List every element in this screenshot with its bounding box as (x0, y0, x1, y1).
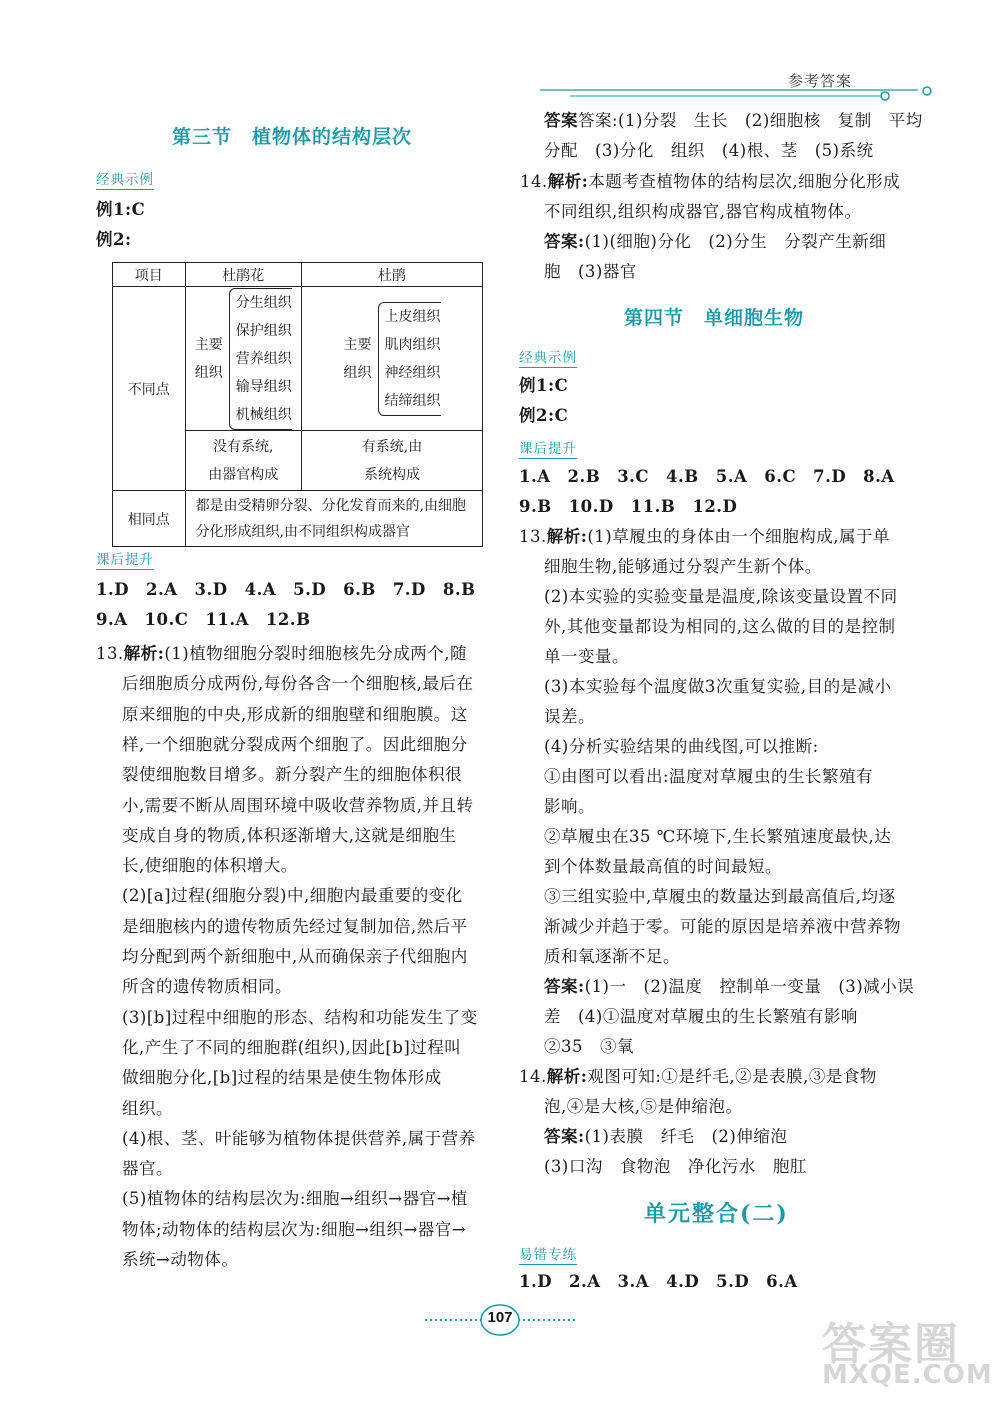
answer-row-2: 9.A 10.C 11.A 12.B (96, 610, 311, 629)
analysis-text: 外,其他变量都设为相同的,这么做的目的是控制 (544, 617, 896, 636)
table-header-item: 项目 (113, 263, 186, 287)
animal-tissue-cell (302, 287, 483, 431)
comparison-table (112, 262, 483, 547)
analysis-label: 解析: (546, 1067, 588, 1086)
plant-system-text: 没有系统, (213, 438, 274, 455)
analysis-text: ①由图可以看出:温度对草履虫的生长繁殖有 (544, 767, 874, 786)
answer-line: ②35 ③氧 (544, 1037, 634, 1056)
list-item: 保护组织 (235, 322, 292, 339)
tag-examples: 经典示例 (96, 168, 154, 190)
example-1: 例1:C (519, 376, 569, 395)
analysis-text: 长,使细胞的体积增大。 (122, 856, 298, 876)
analysis-text: 小,需要不断从周围环境中吸收营养物质,并且转 (122, 795, 474, 815)
analysis-text: 裂使细胞数目增多。新分裂产生的细胞体积很 (122, 765, 462, 785)
tag-easy-mistakes: 易错专练 (519, 1243, 577, 1265)
analysis-text: 本题考查植物体的结构层次,细胞分化形成 (588, 172, 901, 191)
answer-row-1: 1.A 2.B 3.C 4.B 5.A 6.C 7.D 8.A (519, 467, 895, 486)
analysis-text: 均分配到两个新细胞中,从而确保亲子代细胞内 (122, 947, 468, 966)
analysis-text: 化,产生了不同的细胞群(组织),因此[b]过程叫 (122, 1037, 462, 1057)
same-cell (185, 491, 482, 547)
analysis-text: 所含的遗传物质相同。 (122, 977, 292, 997)
analysis-text: 样,一个细胞就分裂成两个细胞了。因此细胞分 (122, 734, 468, 754)
header-decoration (540, 86, 940, 102)
unit-title: 单元整合(二) (644, 1201, 789, 1227)
plant-tissue-list (229, 288, 292, 430)
analysis-text: (2)本实验的实验变量是温度,除该变量设置不同 (544, 587, 898, 606)
analysis-text: 做细胞分化,[b]过程的结果是使生物体形成 (122, 1068, 442, 1088)
answer-line: (3)口沟 食物泡 净化污水 胞肛 (544, 1157, 807, 1176)
answer-line: 答案:(1)(细胞)分化 (2)分生 分裂产生新细 (544, 232, 887, 251)
answer-line: 胞 (3)器官 (544, 262, 637, 281)
analysis-text: 组织。 (122, 1098, 173, 1118)
list-item: 结缔组织 (384, 392, 441, 409)
answer-line: 差 (4)①温度对草履虫的生长繁殖有影响 (544, 1007, 858, 1026)
analysis-text: 变成自身的物质,体积逐渐增大,这就是细胞生 (122, 825, 457, 845)
watermark-logo: 答案圈 (822, 1319, 960, 1370)
question-13 (519, 527, 890, 547)
list-item: 分生组织 (235, 294, 292, 311)
main-tissue-label: 主要 (194, 336, 223, 353)
example-2: 例2: (96, 230, 132, 249)
table-header-animal: 杜鹃 (302, 263, 483, 287)
analysis-label: 解析: (546, 527, 588, 546)
animal-system-text: 有系统,由 (361, 438, 423, 455)
answer-line: 分配 (3)分化 组织 (4)根、茎 (5)系统 (544, 141, 874, 160)
list-item: 输导组织 (235, 378, 292, 395)
analysis-text: 器官。 (122, 1159, 173, 1179)
analysis-text: 误差。 (544, 707, 595, 726)
table-header-plant: 杜鹃花 (185, 263, 301, 287)
analysis-text: (3)[b]过程中细胞的形态、结构和功能发生了变 (122, 1007, 478, 1027)
analysis-text: 系统→动物体。 (122, 1250, 239, 1269)
analysis-text: 单一变量。 (544, 647, 629, 666)
analysis-text: (1)草履虫的身体由一个细胞构成,属于单 (587, 527, 890, 546)
question-13 (96, 644, 467, 664)
tag-after-class: 课后提升 (519, 437, 577, 459)
analysis-text: (3)本实验每个温度做3次重复实验,目的是减小 (544, 677, 892, 696)
analysis-label: 解析: (123, 644, 165, 663)
analysis-text: 观图可知:①是纤毛,②是表膜,③是食物 (587, 1067, 877, 1086)
animal-system-cell (302, 431, 483, 491)
analysis-text: 影响。 (544, 797, 595, 816)
main-tissue-label: 组织 (343, 364, 372, 381)
answer-line: 答案:(1)一 (2)温度 控制单一变量 (3)减小误 (544, 977, 915, 996)
list-item: 机械组织 (235, 406, 292, 423)
diff-label: 不同点 (113, 287, 186, 491)
plant-system-cell (185, 431, 301, 491)
answer-row-2: 9.B 10.D 11.B 12.D (519, 497, 738, 516)
analysis-text: 物体;动物体的结构层次为:细胞→组织→器官→ (122, 1219, 467, 1239)
tag-examples: 经典示例 (519, 346, 577, 368)
same-text: 分化形成组织,由不同组织构成器官 (195, 523, 411, 540)
same-text: 都是由受精卵分裂、分化发育而来的,由细胞 (195, 497, 467, 514)
answer-row-1: 1.D 2.A 3.D 4.A 5.D 6.B 7.D 8.B (96, 580, 476, 599)
animal-tissue-list (378, 302, 441, 416)
same-label: 相同点 (113, 491, 186, 547)
watermark-url: MXQE.COM (822, 1360, 993, 1390)
main-tissue-label: 组织 (194, 364, 223, 381)
plant-tissue-cell (185, 287, 301, 431)
analysis-text: 质和氧逐渐不足。 (544, 947, 680, 966)
header-label: 参考答案 (788, 72, 853, 90)
analysis-text: 到个体数量最高值的时间最短。 (544, 857, 782, 876)
main-tissue-label: 主要 (343, 336, 372, 353)
analysis-text: (4)分析实验结果的曲线图,可以推断: (544, 737, 819, 756)
analysis-text: 泡,④是大核,⑤是伸缩泡。 (544, 1097, 743, 1116)
list-item: 肌肉组织 (384, 336, 441, 353)
analysis-label: 解析: (547, 172, 589, 191)
analysis-text: 后细胞质分成两份,每份各含一个细胞核,最后在 (122, 674, 474, 694)
answer-line: 答案答案:(1)分裂 生长 (2)细胞核 复制 平均 (544, 111, 923, 130)
analysis-text: 渐减少并趋于零。可能的原因是培养液中营养物 (544, 917, 901, 936)
list-item: 营养组织 (235, 350, 292, 367)
answer-line: 答案:(1)表膜 纤毛 (2)伸缩泡 (544, 1127, 788, 1146)
page-number: 107 (487, 1309, 513, 1326)
analysis-text: (1)植物细胞分裂时细胞核先分成两个,随 (164, 644, 467, 663)
analysis-text: (2)[a]过程(细胞分裂)中,细胞内最重要的变化 (122, 886, 463, 906)
question-number: 14. (519, 1067, 547, 1086)
analysis-text: ③三组实验中,草履虫的数量达到最高值后,均逐 (544, 887, 896, 906)
section4-title: 第四节 单细胞生物 (624, 307, 805, 329)
example-1: 例1:C (96, 200, 146, 219)
list-item: 神经组织 (384, 364, 441, 381)
question-number: 14. (520, 172, 548, 191)
question-number: 13. (96, 644, 124, 663)
tag-after-class: 课后提升 (96, 548, 154, 570)
example-2: 例2:C (519, 406, 569, 425)
list-item: 上皮组织 (384, 308, 441, 325)
analysis-text: 不同组织,组织构成器官,器官构成植物体。 (544, 202, 862, 221)
easy-answers: 1.D 2.A 3.A 4.D 5.D 6.A (519, 1272, 798, 1291)
analysis-text: ②草履虫在35 ℃环境下,生长繁殖速度最快,达 (544, 827, 892, 846)
question-14 (520, 172, 900, 192)
answer-text: 答案:(1)分裂 生长 (2)细胞核 复制 平均 (578, 111, 923, 130)
analysis-text: (5)植物体的结构层次为:细胞→组织→器官→植 (122, 1189, 468, 1209)
section-title: 第三节 植物体的结构层次 (172, 126, 413, 148)
plant-system-text: 由器官构成 (208, 466, 279, 483)
analysis-text: (4)根、茎、叶能够为植物体提供营养,属于营养 (122, 1128, 476, 1148)
analysis-text: 细胞生物,能够通过分裂产生新个体。 (544, 557, 822, 576)
question-number: 13. (519, 527, 547, 546)
question-14 (519, 1067, 877, 1087)
analysis-text: 原来细胞的中央,形成新的细胞壁和细胞膜。这 (122, 704, 468, 724)
animal-system-text: 系统构成 (364, 466, 420, 483)
analysis-text: 是细胞核内的遗传物质先经过复制加倍,然后平 (122, 916, 468, 936)
